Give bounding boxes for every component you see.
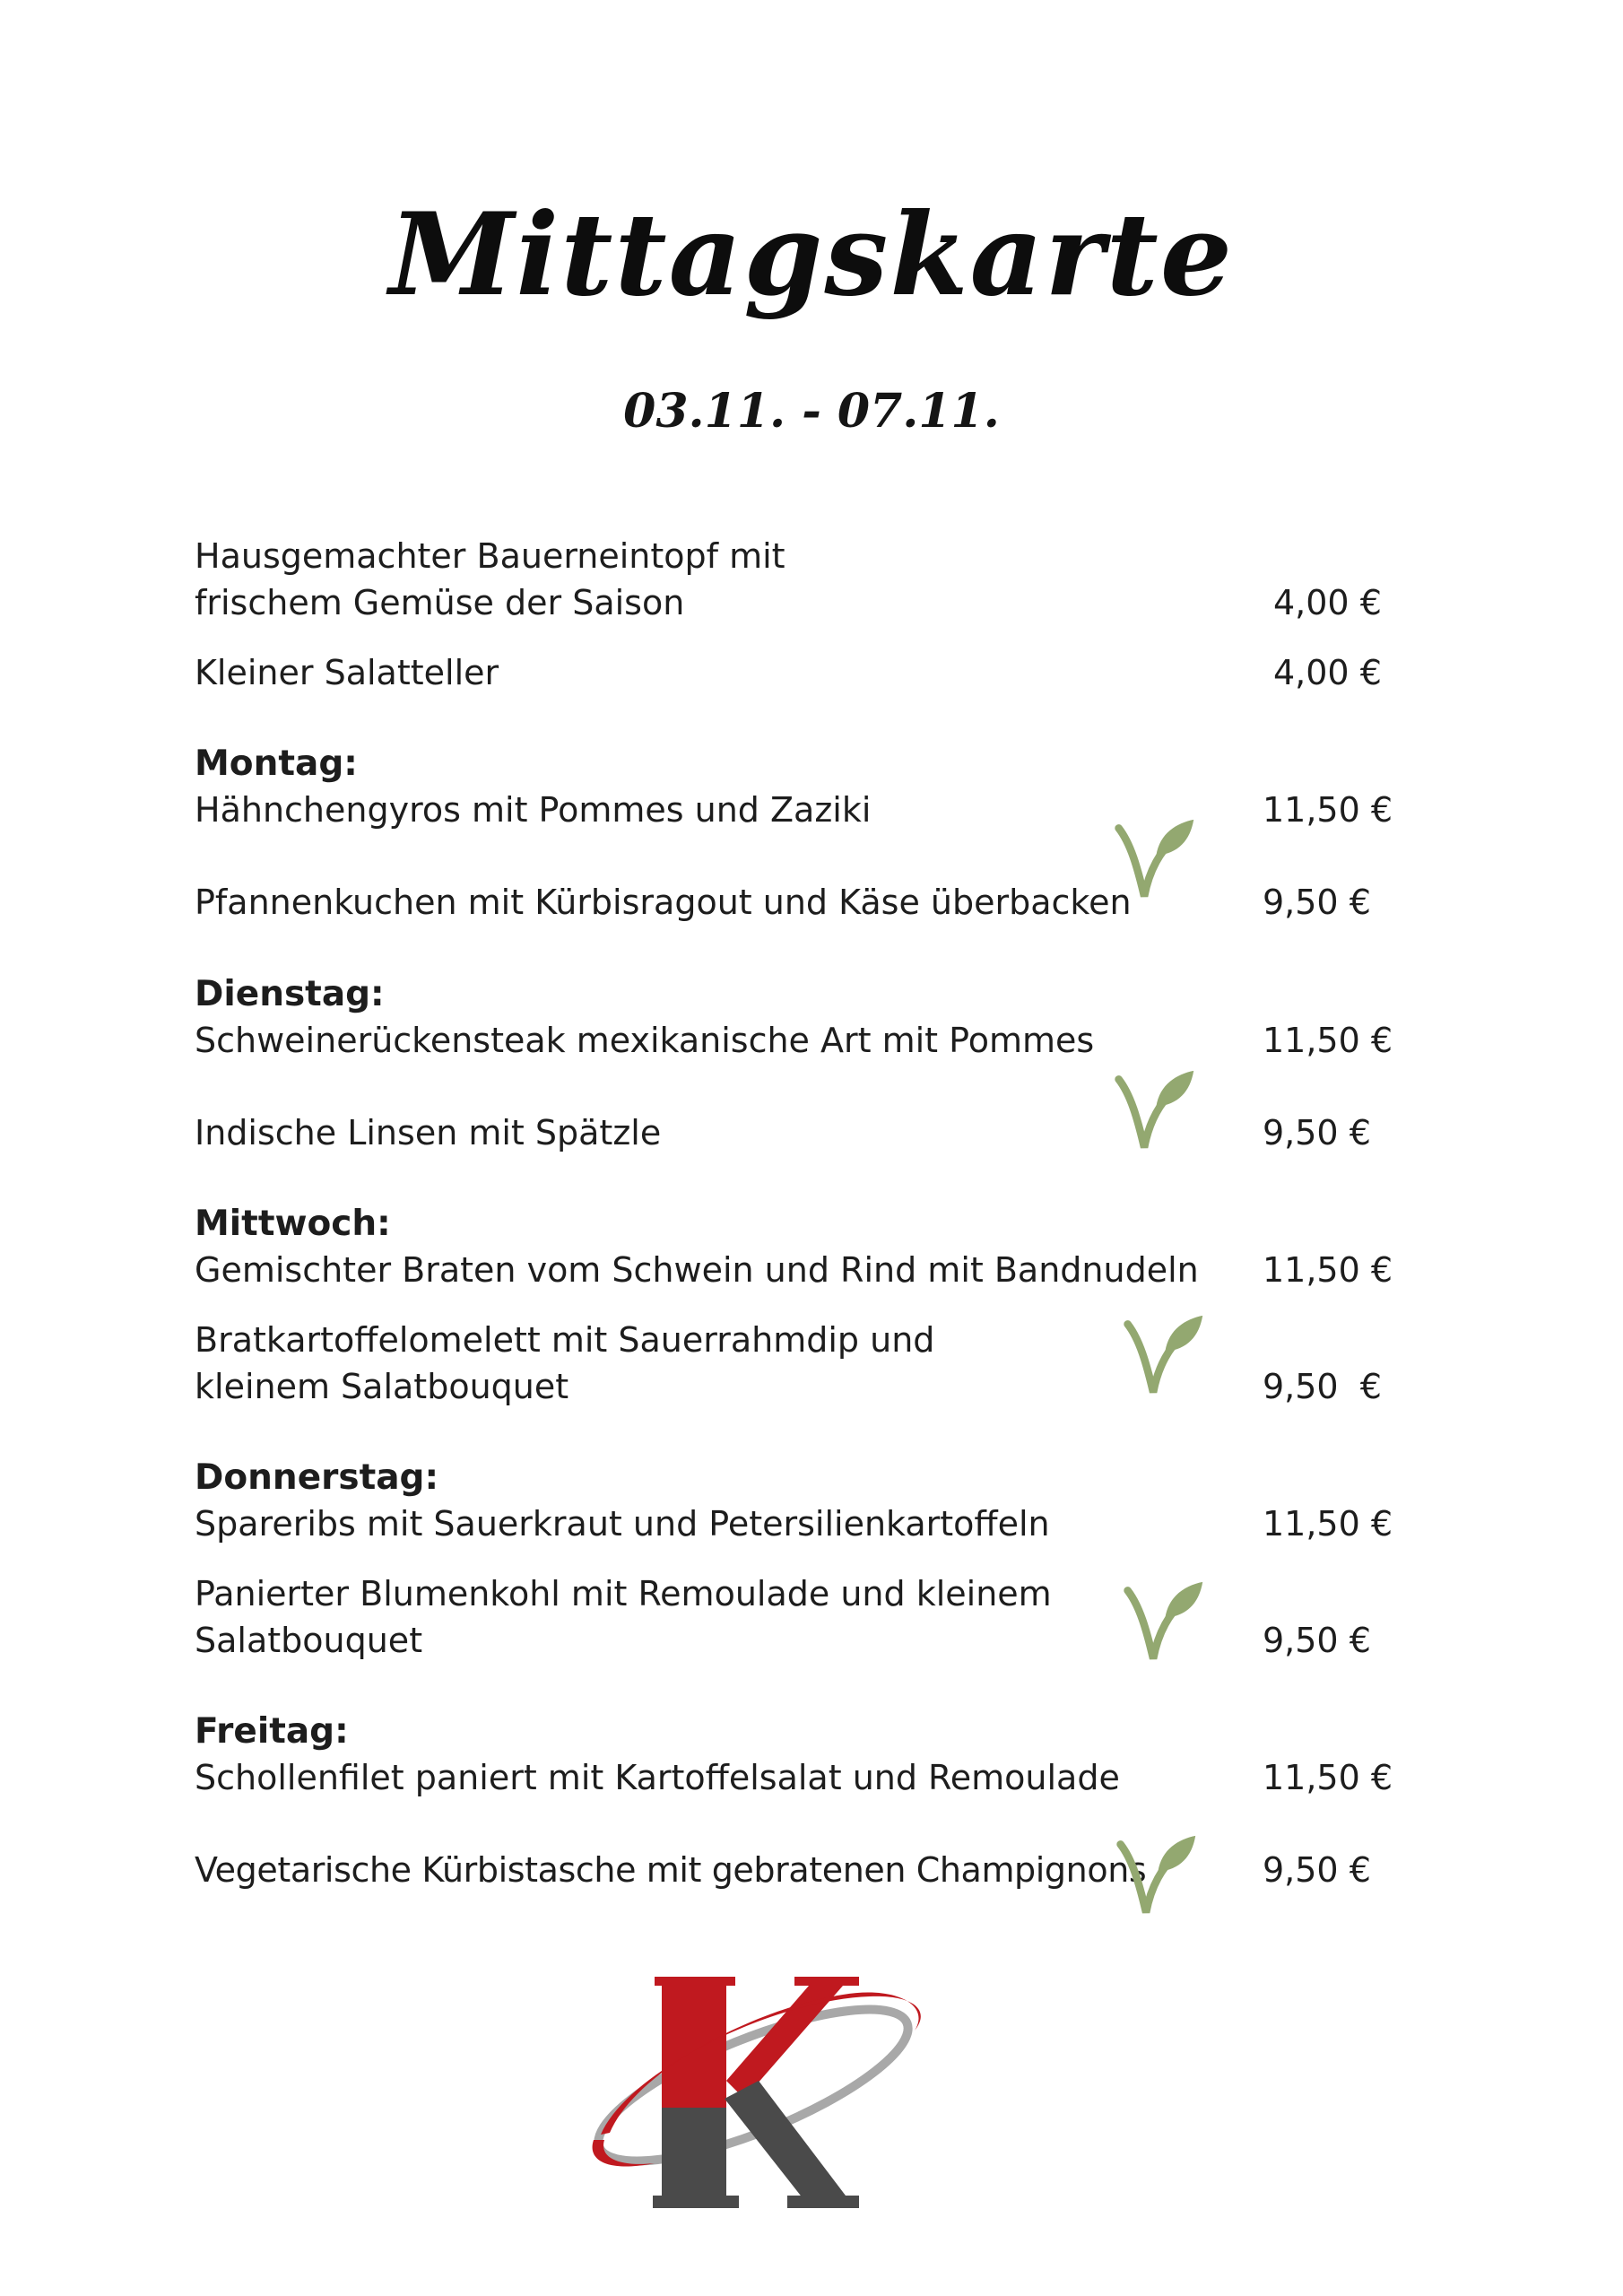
day-heading-wednesday: Mittwoch: — [195, 1204, 391, 1244]
salad-price: 4,00 € — [1273, 653, 1382, 692]
soup-price: 4,00 € — [1273, 583, 1382, 622]
thursday-dish-2-line-2: Salatbouquet — [195, 1621, 423, 1660]
thursday-dish-2-line-1: Panierter Blumenkohl mit Remoulade und kleinem — [195, 1574, 1052, 1613]
k-logo — [574, 1964, 933, 2224]
salad-item: Kleiner Salatteller — [195, 653, 499, 692]
tuesday-dish-1: Schweinerückensteak mexikanische Art mit Pommes — [195, 1021, 1095, 1060]
wednesday-price-1: 11,50 € — [1263, 1250, 1393, 1290]
day-heading-tuesday: Dienstag: — [195, 974, 385, 1014]
thursday-dish-1: Spareribs mit Sauerkraut und Petersilienkartoffeln — [195, 1504, 1050, 1544]
wednesday-dish-2-line-2: kleinem Salatbouquet — [195, 1367, 569, 1406]
friday-dish-1: Schollenfilet paniert mit Kartoffelsalat und Remoulade — [195, 1758, 1120, 1797]
tuesday-dish-2: Indische Linsen mit Spätzle — [195, 1113, 662, 1152]
wednesday-dish-2-line-1: Bratkartoffelomelett mit Sauerrahmdip und — [195, 1320, 935, 1360]
monday-price-1: 11,50 € — [1263, 790, 1393, 830]
vegetarian-leaf-icon — [1112, 818, 1197, 903]
tuesday-price-2: 9,50 € — [1263, 1113, 1371, 1152]
friday-dish-2: Vegetarische Kürbistasche mit gebratenen Champignons — [195, 1850, 1147, 1890]
friday-price-2: 9,50 € — [1263, 1850, 1371, 1890]
vegetarian-leaf-icon — [1112, 1069, 1197, 1154]
wednesday-price-2: 9,50 € — [1263, 1367, 1382, 1406]
date-range: 03.11. - 07.11. — [623, 384, 1000, 439]
soup-line-1: Hausgemachter Bauerneintopf mit — [195, 536, 785, 576]
vegetarian-leaf-icon — [1121, 1580, 1206, 1665]
thursday-price-2: 9,50 € — [1263, 1621, 1371, 1660]
monday-dish-2: Pfannenkuchen mit Kürbisragout und Käse überbacken — [195, 883, 1132, 922]
friday-price-1: 11,50 € — [1263, 1758, 1393, 1797]
tuesday-price-1: 11,50 € — [1263, 1021, 1393, 1060]
thursday-price-1: 11,50 € — [1263, 1504, 1393, 1544]
vegetarian-leaf-icon — [1121, 1314, 1206, 1399]
soup-line-2: frischem Gemüse der Saison — [195, 583, 685, 622]
monday-price-2: 9,50 € — [1263, 883, 1371, 922]
day-heading-monday: Montag: — [195, 744, 358, 784]
monday-dish-1: Hähnchengyros mit Pommes und Zaziki — [195, 790, 872, 830]
menu-title: Mittagskarte — [388, 188, 1235, 321]
wednesday-dish-1: Gemischter Braten vom Schwein und Rind mit Bandnudeln — [195, 1250, 1199, 1290]
vegetarian-leaf-icon — [1114, 1834, 1199, 1919]
day-heading-friday: Freitag: — [195, 1711, 349, 1752]
day-heading-thursday: Donnerstag: — [195, 1457, 439, 1498]
